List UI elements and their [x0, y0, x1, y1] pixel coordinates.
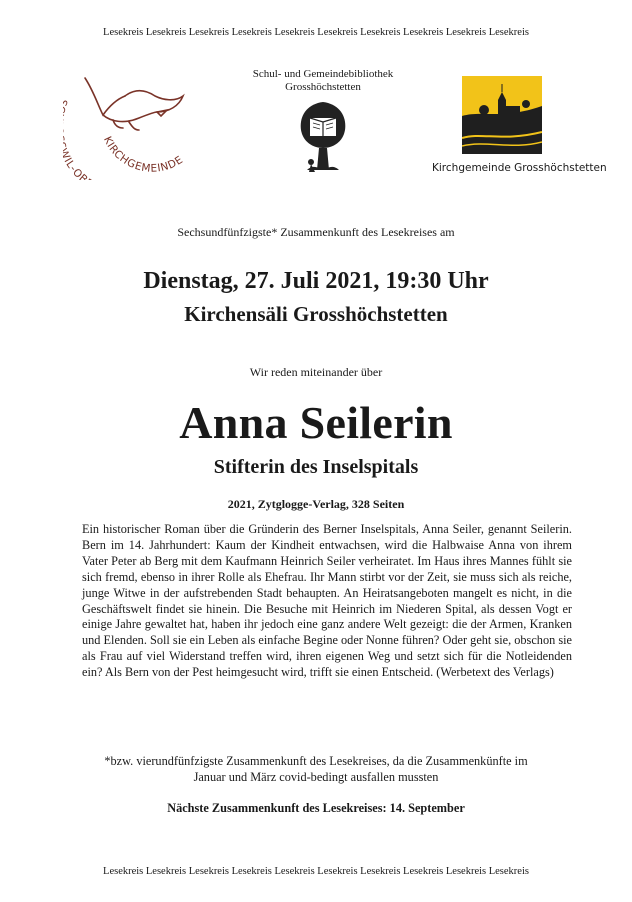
reden-line: Wir reden miteinander über — [249, 365, 383, 379]
svg-text:KIRCHGEMEINDE: KIRCHGEMEINDE — [101, 134, 186, 175]
footnote — [0, 753, 632, 785]
church-landscape-icon — [462, 76, 542, 154]
publication-info: 2021, Zytglogge-Verlag, 328 Seiten — [227, 497, 405, 511]
bibliothek-place: Grosshöchstetten — [285, 81, 361, 93]
footer-strip: Lesekreis Lesekreis Lesekreis Lesekreis Lesekreis Lesekreis Lesekreis Lesekreis Lesekreis Lesekreis — [103, 866, 529, 877]
event-date: Dienstag, 27. Juli 2021, 19:30 Uhr — [143, 268, 489, 294]
bibliothek-name: Schul- und Gemeindebibliothek — [252, 68, 394, 80]
intro-line: Sechsundfünfzigste* Zusammenkunft des Lesekreises am — [177, 225, 455, 239]
dove-icon — [63, 70, 213, 180]
next-meeting: Nächste Zusammenkunft des Lesekreises: 14. September — [167, 801, 465, 815]
footnote-line-1: *bzw. vierundfünfzigste Zusammenkunft des Lesekreises, da die Zusammenkünfte im — [104, 754, 528, 768]
logo-kirchgemeinde-grosshoechstetten — [432, 76, 612, 174]
logo-kirchgemeinde-schlosswil — [63, 70, 213, 180]
tree-book-icon — [293, 98, 353, 178]
footnote-line-2: Januar und März covid-bedingt ausfallen mussten — [193, 770, 439, 784]
logo-bibliothek — [228, 68, 418, 178]
header-strip: Lesekreis Lesekreis Lesekreis Lesekreis Lesekreis Lesekreis Lesekreis Lesekreis Lesekreis Lesekreis — [103, 27, 529, 38]
svg-text:SCHLOSSWIL-OBERHÜNIGEN: L-OB — [63, 158, 91, 180]
book-title: Anna Seilerin — [179, 397, 453, 448]
book-subtitle: Stifterin des Inselspitals — [213, 456, 419, 478]
kirchgemeinde-caption: Kirchgemeinde Grosshöchstetten — [432, 162, 607, 174]
event-venue: Kirchensäli Grosshöchstetten — [184, 302, 448, 326]
book-description: Ein historischer Roman über die Gründerin des Berner Inselspitals, Anna Seiler, genannt Seilerin. Bern im 14. Jahrhundert: Kaum der Kindheit entwachsen, wird die Halbwaise Anna von ihrem Vater Peter ab Berg mit dem Kaufmann Heinrich Seiler verheiratet. Im Haus ihres Mannes fühlt sie sich fremd, ebenso in ihrer Rolle als Ehefrau. Ihr Mann stirbt vor der Zeit, sie muss sich als reiche, junge Witwe in der aufstrebenden Stadt behaupten. An Heiratsangeboten mangelt es nicht, in die Geschäftswelt findet sie hinein. Die Besuche mit Heinrich im Niederen Spital, als dessen Vogt er einige Jahre gewaltet hat, haben ihr jedoch eine ganz andere Welt gezeigt: die der Armen, Kranken und Elenden. Soll sie ein Leben als einfache Begine oder Nonne führen? Oder geht sie, obschon sie als Frau auf viel Widerstand treffen wird, ihren eigenen Weg und setzt sich für die Notleidenden ein? Als Bern von der Pest heimgesucht wird, trifft sie einen Entscheid. (Werbetext des Verlags) — [82, 522, 572, 680]
